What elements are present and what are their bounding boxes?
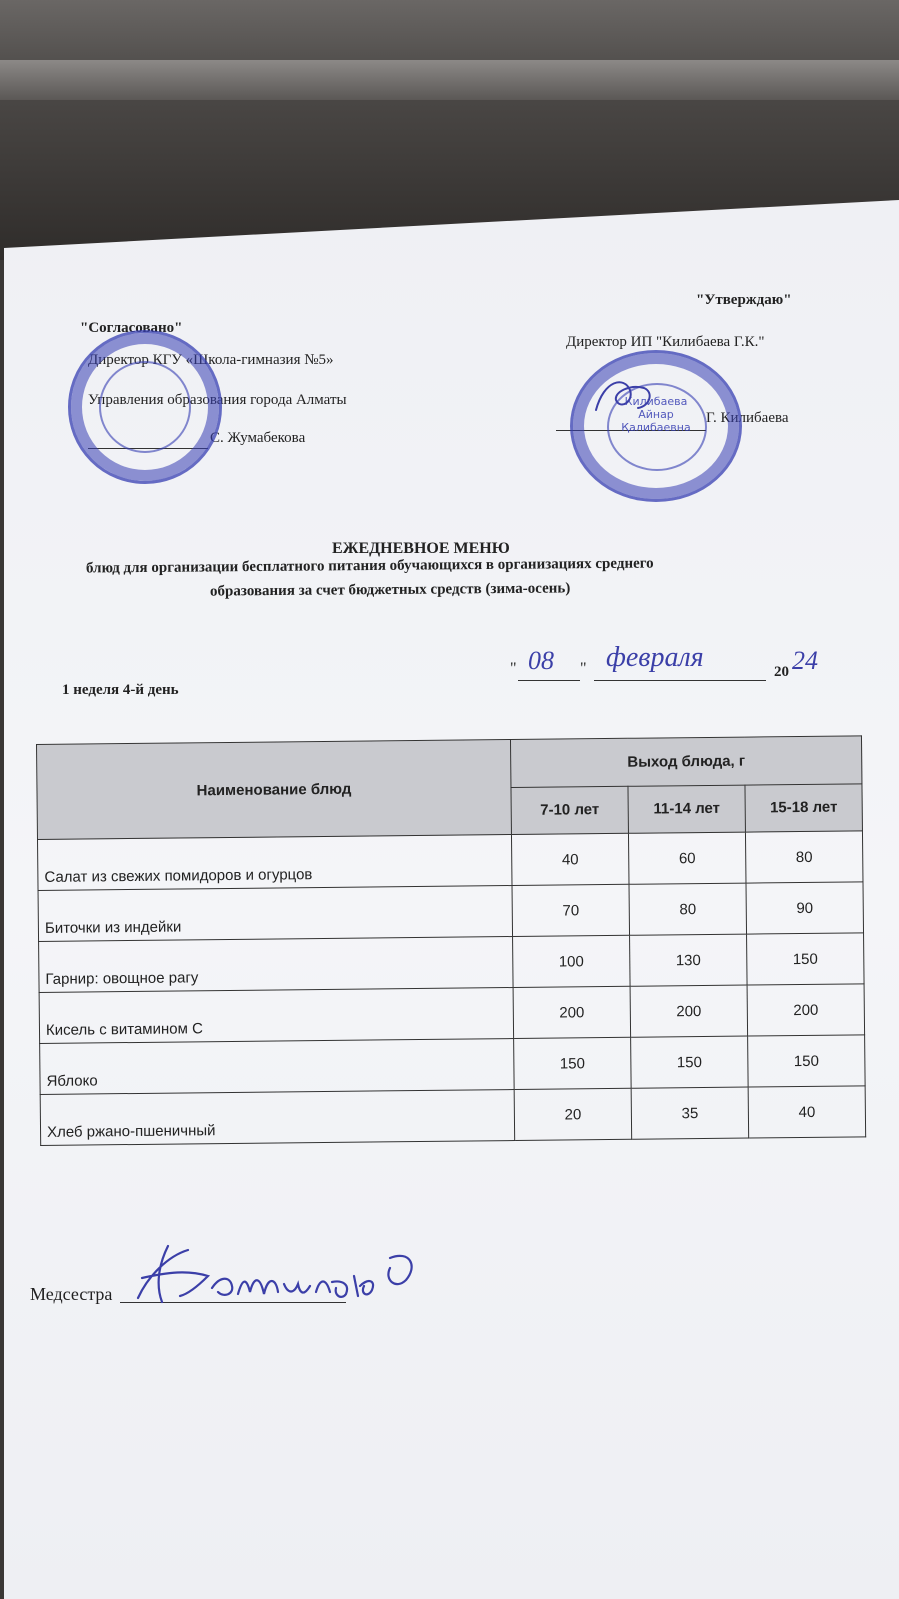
dish-name: Гарнир: овощное рагу (39, 937, 514, 993)
nurse-signature (128, 1236, 478, 1316)
dish-value: 150 (631, 1036, 749, 1088)
approval-right-title: "Утверждаю" (696, 292, 792, 308)
nurse-label: Медсестра (30, 1284, 113, 1304)
dish-value: 150 (747, 933, 865, 985)
table-row (40, 1086, 865, 1146)
table-row (39, 933, 864, 993)
approval-right-line1: Директор ИП "Килибаева Г.К." (566, 334, 765, 350)
column-header-dish: Наименование блюд (37, 740, 512, 840)
dish-value: 70 (512, 884, 630, 936)
approval-left-signer: С. Жумабекова (210, 430, 306, 446)
week-day-label: 1 неделя 4-й день (62, 682, 179, 698)
date-month: февраля (606, 642, 704, 673)
dish-name: Кисель с витамином С (39, 988, 514, 1044)
dish-value: 100 (513, 935, 631, 987)
menu-subtitle-line1: блюд для организации бесплатного питания обучающихся в организациях среднего (85, 555, 654, 577)
dish-value: 200 (513, 986, 631, 1038)
approval-right-signer: Г. Килибаева (706, 410, 789, 426)
dish-value: 150 (748, 1035, 866, 1087)
dish-value: 90 (746, 882, 864, 934)
table-row (38, 831, 863, 891)
menu-table (36, 735, 866, 1146)
date-day: 08 (528, 646, 554, 675)
dish-name: Яблоко (40, 1039, 515, 1095)
menu-subtitle-line2: образования за счет бюджетных средств (зима-осень) (209, 580, 571, 600)
dish-value: 40 (511, 833, 629, 885)
date-quote-close: " (580, 660, 587, 677)
table-row (39, 984, 864, 1044)
dish-name: Салат из свежих помидоров и огурцов (38, 835, 513, 891)
menu-title: ЕЖЕДНЕВНОЕ МЕНЮ (332, 540, 510, 557)
dish-value: 60 (628, 832, 746, 884)
round-seal-left (68, 330, 222, 484)
column-header-age-3: 15-18 лет (745, 783, 862, 832)
approval-left-line2: Управления образования города Алматы (88, 392, 347, 408)
column-header-output: Выход блюда, г (510, 736, 861, 787)
column-header-age-2: 11-14 лет (628, 785, 745, 834)
dish-name: Хлеб ржано-пшеничный (40, 1090, 515, 1146)
dish-value: 80 (745, 831, 863, 883)
table-row (38, 882, 863, 942)
dish-value: 200 (630, 985, 748, 1037)
dish-value: 200 (747, 984, 865, 1036)
dish-value: 20 (514, 1088, 632, 1140)
dish-value: 40 (748, 1086, 866, 1138)
date-month-line (594, 680, 766, 681)
dish-name: Биточки из индейки (38, 886, 513, 942)
director-signature (590, 370, 670, 430)
dish-value: 35 (631, 1087, 749, 1139)
round-seal-left-inner (99, 361, 191, 453)
dish-value: 130 (630, 934, 748, 986)
round-seal-right-text: Килибаева Айнар Қалибаевна (621, 395, 691, 434)
date-quote-open: " (510, 660, 517, 677)
date-year-prefix: 20 (774, 664, 789, 680)
table-row (40, 1035, 865, 1095)
date-year-suffix: 24 (792, 646, 818, 675)
dish-value: 150 (514, 1037, 632, 1089)
date-day-line (518, 680, 580, 681)
column-header-age-1: 7-10 лет (511, 786, 628, 835)
dish-value: 80 (629, 883, 747, 935)
menu-table-header-row (37, 736, 862, 792)
approval-left-line1: Директор КГУ «Школа-гимназия №5» (88, 352, 334, 368)
approval-left-title: "Согласовано" (80, 320, 183, 336)
